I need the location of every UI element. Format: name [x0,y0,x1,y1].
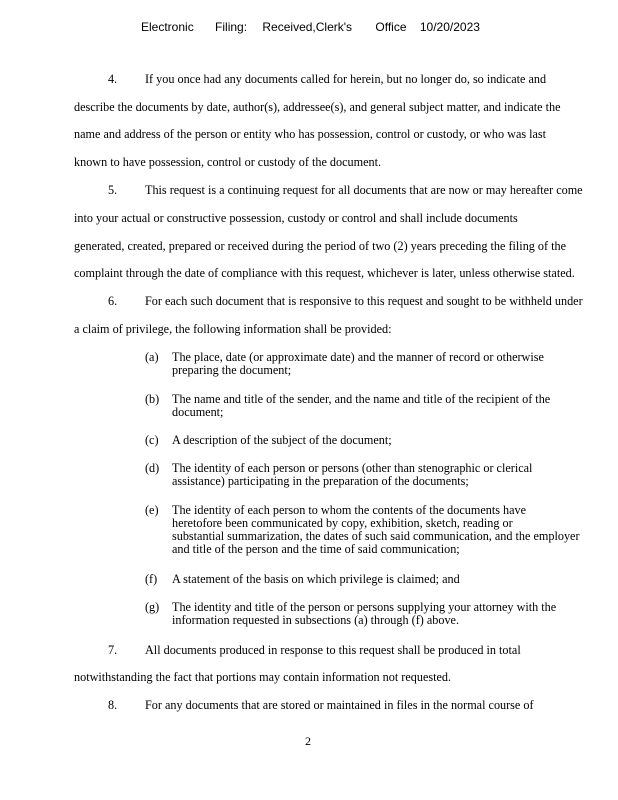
header-received: Received,Clerk's [262,20,353,34]
paragraph-4-line-3: name and address of the person or entity who has possession, control or custody, or who was last [74,127,547,141]
paragraph-5-line-3: generated, created, prepared or received during the period of two (2) years preceding the filing of the [74,239,567,253]
subitem-c-line-1: A description of the subject of the document; [172,433,392,447]
paragraph-7-line-2: notwithstanding the fact that portions may contain information not requested. [74,670,452,684]
paragraph-4-line-1: If you once had any documents called for herein, but no longer do, so indicate and [145,72,547,86]
subitem-c-label: (c) [145,433,159,447]
subitem-d-line-1: The identity of each person or persons (other than stenographic or clerical [172,461,533,475]
header-office: Office [375,20,407,34]
subitem-g-line-1: The identity and title of the person or persons supplying your attorney with the [172,600,557,614]
subitem-b-label: (b) [145,392,160,406]
paragraph-4-number: 4. [108,72,118,86]
header-filing: Filing: [215,20,248,34]
subitem-e-line-4: and title of the person and the time of said communication; [172,542,460,556]
subitem-f-label: (f) [145,572,158,586]
subitem-a-line-2: preparing the document; [172,363,292,377]
subitem-e-line-3: substantial summarization, the dates of such said communication, and the employer [172,529,580,543]
paragraph-5-line-1: This request is a continuing request for all documents that are now or may hereafter come [145,183,583,197]
paragraph-4-line-4: known to have possession, control or custody of the document. [74,155,382,169]
paragraph-6-line-2: a claim of privilege, the following information shall be provided: [74,322,392,336]
paragraph-6-line-1: For each such document that is responsive to this request and sought to be withheld under [145,294,583,308]
paragraph-5-number: 5. [108,183,118,197]
page-number: 2 [305,734,311,748]
paragraph-5-line-4: complaint through the date of compliance with this request, whichever is later, unless otherwise stated. [74,266,575,280]
subitem-a-label: (a) [145,350,159,364]
header-electronic: Electronic [141,20,194,34]
subitem-g-label: (g) [145,600,160,614]
header-date: 10/20/2023 [419,20,480,34]
subitem-b-line-2: document; [172,405,224,419]
subitem-e-line-1: The identity of each person to whom the contents of the documents have [172,503,527,517]
subitem-a-line-1: The place, date (or approximate date) and the manner of record or otherwise [172,350,544,364]
filing-header [141,20,480,34]
paragraph-7-number: 7. [108,643,118,657]
paragraph-4-line-2: describe the documents by date, author(s), addressee(s), and general subject matter, and indicate the [74,100,561,114]
paragraph-8-number: 8. [108,698,118,712]
subitem-e-line-2: heretofore been communicated by copy, exhibition, sketch, reading or [172,516,513,530]
subitem-e-label: (e) [145,503,159,517]
paragraph-5-line-2: into your actual or constructive possession, custody or control and shall include documents [74,211,518,225]
subitem-d-line-2: assistance) participating in the preparation of the documents; [172,474,469,488]
subitem-g-line-2: information requested in subsections (a) through (f) above. [172,613,460,627]
subitem-b-line-1: The name and title of the sender, and the name and title of the recipient of the [172,392,551,406]
subitem-f-line-1: A statement of the basis on which privilege is claimed; and [172,572,460,586]
paragraph-8-line-1: For any documents that are stored or maintained in files in the normal course of [145,698,534,712]
paragraph-6-number: 6. [108,294,118,308]
subitem-d-label: (d) [145,461,160,475]
paragraph-7-line-1: All documents produced in response to this request shall be produced in total [145,643,521,657]
